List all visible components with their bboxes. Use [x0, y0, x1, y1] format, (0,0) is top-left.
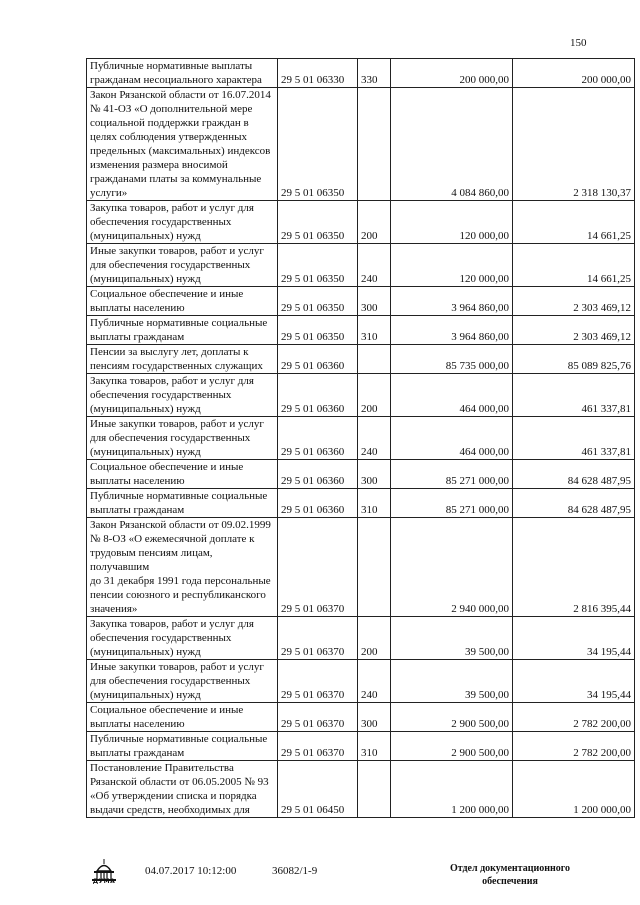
row-plan-cell: 3 964 860,00	[391, 287, 513, 316]
row-plan-cell: 85 271 000,00	[391, 460, 513, 489]
row-name-cell: Закон Рязанской области от 16.07.2014 № 41-ОЗ «О дополнительной мере социальной поддержки граждан в целях соблюдения утвержденных предельных (максимальных) индексов изменения размера вносимой гражданами платы за коммунальные услуги»	[87, 88, 278, 201]
row-fact-cell: 1 200 000,00	[513, 761, 635, 818]
row-fact-cell: 84 628 487,95	[513, 460, 635, 489]
table-row	[87, 244, 635, 287]
row-plan-cell: 85 271 000,00	[391, 489, 513, 518]
footer-department-line1: Отдел документационного	[449, 863, 571, 874]
row-fact-cell: 461 337,81	[513, 374, 635, 417]
row-name-cell: Иные закупки товаров, работ и услуг для обеспечения государственных (муниципальных) нужд	[87, 244, 278, 287]
row-plan-cell: 4 084 860,00	[391, 88, 513, 201]
row-vr-cell: 200	[358, 201, 391, 244]
row-vr-cell: 310	[358, 489, 391, 518]
row-fact-cell: 200 000,00	[513, 59, 635, 88]
row-code-cell: 29 5 01 06360	[278, 417, 358, 460]
row-vr-cell	[358, 761, 391, 818]
row-name-cell: Закупка товаров, работ и услуг для обеспечения государственных (муниципальных) нужд	[87, 374, 278, 417]
row-name-cell: Иные закупки товаров, работ и услуг для обеспечения государственных (муниципальных) нужд	[87, 417, 278, 460]
row-vr-cell: 300	[358, 460, 391, 489]
row-code-cell: 29 5 01 06360	[278, 489, 358, 518]
row-code-cell: 29 5 01 06360	[278, 460, 358, 489]
table-row	[87, 287, 635, 316]
row-plan-cell: 2 940 000,00	[391, 518, 513, 617]
row-plan-cell: 120 000,00	[391, 201, 513, 244]
row-plan-cell: 200 000,00	[391, 59, 513, 88]
row-fact-cell: 2 303 469,12	[513, 287, 635, 316]
row-name-cell: Закупка товаров, работ и услуг для обеспечения государственных (муниципальных) нужд	[87, 201, 278, 244]
row-vr-cell	[358, 88, 391, 201]
row-plan-cell: 39 500,00	[391, 660, 513, 703]
row-name-cell: Закон Рязанской области от 09.02.1999 № 8-ОЗ «О ежемесячной доплате к трудовым пенсиям лицам, получавшим до 31 декабря 1991 года персональные пенсии союзного и республиканского значения»	[87, 518, 278, 617]
row-fact-cell: 461 337,81	[513, 417, 635, 460]
row-name-cell: Закупка товаров, работ и услуг для обеспечения государственных (муниципальных) нужд	[87, 617, 278, 660]
row-name-cell: Публичные нормативные социальные выплаты гражданам	[87, 489, 278, 518]
row-code-cell: 29 5 01 06370	[278, 732, 358, 761]
duma-logo-text: ДУМА	[92, 878, 116, 885]
table-row	[87, 703, 635, 732]
table-row	[87, 518, 635, 617]
row-code-cell: 29 5 01 06360	[278, 345, 358, 374]
row-code-cell: 29 5 01 06360	[278, 374, 358, 417]
row-fact-cell: 2 318 130,37	[513, 88, 635, 201]
row-code-cell: 29 5 01 06370	[278, 703, 358, 732]
footer-datetime: 04.07.2017 10:12:00	[145, 865, 237, 877]
row-fact-cell: 2 816 395,44	[513, 518, 635, 617]
footer-department	[425, 862, 595, 888]
row-name-cell: Публичные нормативные социальные выплаты гражданам	[87, 732, 278, 761]
row-name-cell: Социальное обеспечение и иные выплаты населению	[87, 287, 278, 316]
table-row	[87, 316, 635, 345]
row-vr-cell: 240	[358, 244, 391, 287]
row-code-cell: 29 5 01 06350	[278, 88, 358, 201]
table-row	[87, 88, 635, 201]
row-vr-cell: 300	[358, 703, 391, 732]
table-row	[87, 201, 635, 244]
row-fact-cell: 14 661,25	[513, 244, 635, 287]
row-code-cell: 29 5 01 06370	[278, 660, 358, 703]
row-code-cell: 29 5 01 06350	[278, 201, 358, 244]
row-name-cell: Постановление Правительства Рязанской области от 06.05.2005 № 93 «Об утверждении списка и порядка выдачи средств, необходимых для	[87, 761, 278, 818]
table-row	[87, 660, 635, 703]
row-vr-cell: 310	[358, 732, 391, 761]
table-row	[87, 417, 635, 460]
row-vr-cell: 300	[358, 287, 391, 316]
row-fact-cell: 85 089 825,76	[513, 345, 635, 374]
row-plan-cell: 464 000,00	[391, 374, 513, 417]
row-vr-cell: 240	[358, 660, 391, 703]
table-row	[87, 374, 635, 417]
table-row	[87, 59, 635, 88]
table-row	[87, 732, 635, 761]
row-plan-cell: 2 900 500,00	[391, 703, 513, 732]
row-code-cell: 29 5 01 06350	[278, 316, 358, 345]
row-vr-cell	[358, 345, 391, 374]
row-vr-cell: 200	[358, 374, 391, 417]
row-name-cell: Публичные нормативные социальные выплаты гражданам	[87, 316, 278, 345]
footer-doc-number: 36082/1-9	[272, 865, 318, 877]
row-plan-cell: 3 964 860,00	[391, 316, 513, 345]
row-plan-cell: 85 735 000,00	[391, 345, 513, 374]
row-code-cell: 29 5 01 06350	[278, 244, 358, 287]
table-row	[87, 489, 635, 518]
table-row	[87, 345, 635, 374]
row-plan-cell: 464 000,00	[391, 417, 513, 460]
row-fact-cell: 2 782 200,00	[513, 732, 635, 761]
row-code-cell: 29 5 01 06350	[278, 287, 358, 316]
row-vr-cell: 200	[358, 617, 391, 660]
row-vr-cell	[358, 518, 391, 617]
row-fact-cell: 34 195,44	[513, 617, 635, 660]
row-plan-cell: 120 000,00	[391, 244, 513, 287]
row-fact-cell: 14 661,25	[513, 201, 635, 244]
footer-department-line2: обеспечения	[482, 876, 538, 887]
row-code-cell: 29 5 01 06330	[278, 59, 358, 88]
row-vr-cell: 310	[358, 316, 391, 345]
row-fact-cell: 2 782 200,00	[513, 703, 635, 732]
row-name-cell: Иные закупки товаров, работ и услуг для обеспечения государственных (муниципальных) нужд	[87, 660, 278, 703]
row-code-cell: 29 5 01 06370	[278, 518, 358, 617]
table-row	[87, 761, 635, 818]
row-name-cell: Социальное обеспечение и иные выплаты населению	[87, 703, 278, 732]
row-code-cell: 29 5 01 06450	[278, 761, 358, 818]
row-plan-cell: 2 900 500,00	[391, 732, 513, 761]
budget-table	[86, 58, 635, 818]
table-row	[87, 617, 635, 660]
page-number: 150	[570, 37, 587, 49]
row-name-cell: Социальное обеспечение и иные выплаты населению	[87, 460, 278, 489]
row-name-cell: Пенсии за выслугу лет, доплаты к пенсиям государственных служащих	[87, 345, 278, 374]
row-plan-cell: 39 500,00	[391, 617, 513, 660]
row-fact-cell: 2 303 469,12	[513, 316, 635, 345]
row-vr-cell: 330	[358, 59, 391, 88]
row-fact-cell: 84 628 487,95	[513, 489, 635, 518]
row-name-cell: Публичные нормативные выплаты гражданам несоциального характера	[87, 59, 278, 88]
row-plan-cell: 1 200 000,00	[391, 761, 513, 818]
row-code-cell: 29 5 01 06370	[278, 617, 358, 660]
row-vr-cell: 240	[358, 417, 391, 460]
table-row	[87, 460, 635, 489]
row-fact-cell: 34 195,44	[513, 660, 635, 703]
